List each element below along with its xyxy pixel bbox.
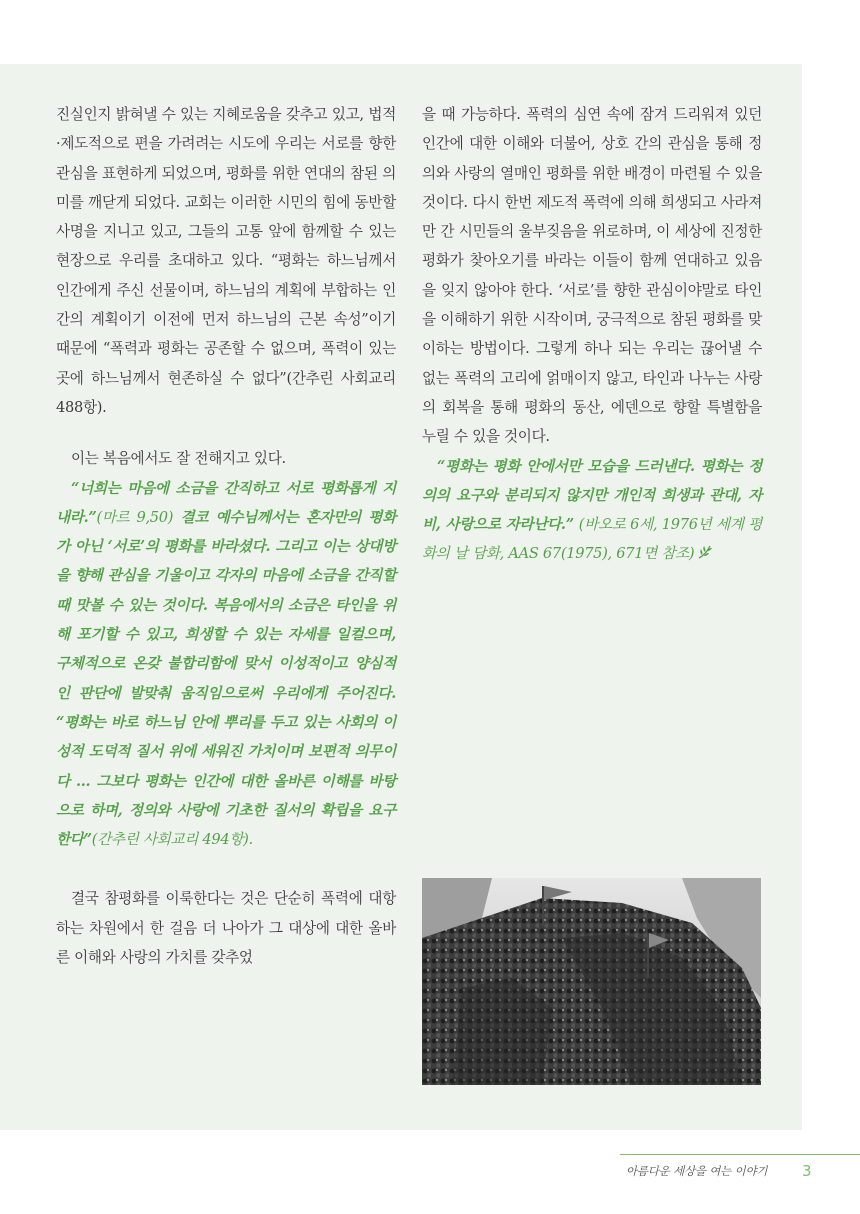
crowd-photo-image [422, 878, 761, 1085]
quote-citation: (바오로 6세, 1976년 세계 평화의 날 담화, AAS 67(1975), 671면 참조) [422, 516, 762, 563]
right-column [422, 100, 762, 569]
left-column [56, 100, 396, 972]
quote-citation: (마르 9,50) [96, 508, 174, 526]
leaf-icon [697, 544, 713, 560]
footer-title: 아름다운 세상을 여는 이야기 [626, 1164, 768, 1178]
quote-text: “너희는 마음에 소금을 간직하고 서로 평화롭게 지내라.” [56, 479, 396, 526]
body-paragraph: 진실인지 밝혀낼 수 있는 지혜로움을 갖추고 있고, 법적·제도적으로 편을 가려려는 시도에 우리는 서로를 향한 관심을 표현하게 되었으며, 평화를 위한 연대의 참된 의미를 깨닫게 되었다. 교회는 이러한 시민의 힘에 동반할 사명을 지니고 있고, 그들의 고통 앞에 함께할 수 있는 현장으로 우리를 초대하고 있다. “평화는 하느님께서 인간에게 주신 선물이며, 하느님의 계획에 부합하는 인간의 계획이기 이전에 먼저 하느님의 근본 속성”이기 때문에 “폭력과 평화는 공존할 수 없으며, 폭력이 있는 곳에 하느님께서 현존하실 수 없다”(간추린 사회교리 488항). [56, 106, 396, 416]
body-paragraph: 결국 참평화를 이룩한다는 것은 단순히 폭력에 대항하는 차원에서 한 걸음 더 나아가 그 대상에 대한 올바른 이해와 사랑의 가치를 갖추었 [56, 890, 396, 967]
body-paragraph: 을 때 가능하다. 폭력의 심연 속에 잠겨 드리워져 있던 인간에 대한 이해와 더불어, 상호 간의 관심을 통해 정의와 사랑의 열매인 평화를 위한 배경이 마련될 수 있을 것이다. 다시 한번 제도적 폭력에 의해 희생되고 사라져만 간 시민들의 울부짖음을 위로하며, 이 세상에 진정한 평화가 찾아오기를 바라는 이들이 함께 연대하고 있음을 잊지 않아야 한다. ‘서로’를 향한 관심이야말로 타인을 이해하기 위한 시작이며, 궁극적으로 참된 평화를 맞이하는 방법이다. 그렇게 하나 되는 우리는 끊어낼 수 없는 폭력의 고리에 얽매이지 않고, 타인과 나누는 사랑의 회복을 통해 평화의 동산, 에덴으로 향할 특별함을 누릴 수 있을 것이다. [422, 106, 762, 446]
page-number: 3 [802, 1162, 812, 1180]
crowd-photo [422, 878, 761, 1085]
closing-quote [422, 452, 762, 569]
gospel-quote [56, 474, 396, 855]
quote-text: “평화는 평화 안에서만 모습을 드러낸다. 평화는 정의의 요구와 분리되지 않지만 개인적 희생과 관대, 자비, 사랑으로 자라난다.” [422, 457, 762, 534]
quote-citation: (간추린 사회교리 494항). [91, 831, 253, 849]
body-paragraph: 이는 복음에서도 잘 전해지고 있다. [71, 450, 286, 468]
quote-text: 결코 예수님께서는 혼자만의 평화가 아닌 ‘서로’의 평화를 바라셨다. 그리고 이는 상대방을 향해 관심을 기울이고 각자의 마음에 소금을 간직할 때 맛볼 수 있는 것이다. 복음에서의 소금은 타인을 위해 포기할 수 있고, 희생할 수 있는 자세를 일컬으며, 구체적으로 온갖 불합리함에 맞서 이성적이고 양심적인 판단에 발맞춰 움직임으로써 우리에게 주어진다. “평화는 바로 하느님 안에 뿌리를 두고 있는 사회의 이성적 도덕적 질서 위에 세워진 가치이며 보편적 의무이다 … 그보다 평화는 인간에 대한 올바른 이해를 바탕으로 하며, 정의와 사랑에 기초한 질서의 확립을 요구한다” [56, 508, 396, 849]
footer-divider [620, 1154, 860, 1155]
